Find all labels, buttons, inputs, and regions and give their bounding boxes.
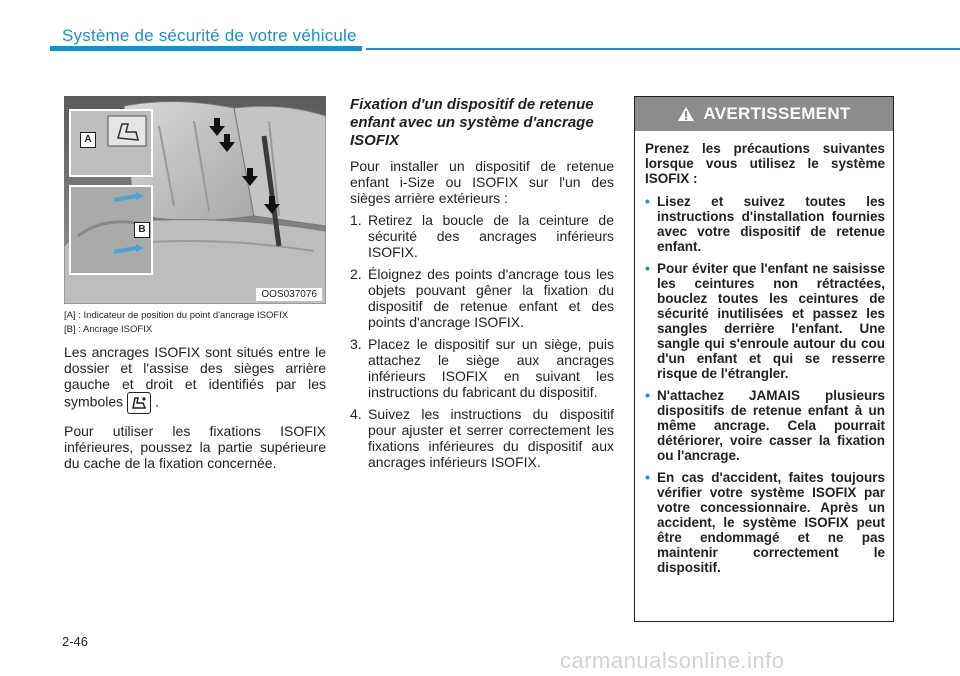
- list-item: • N'attachez JAMAIS plusieurs dispositifs de retenue enfant à un même ancrage. Cela pourrait détériorer, voire casser la fixation ou l'ancrage.: [645, 387, 885, 463]
- warning-list: [645, 194, 885, 575]
- warning-header: [635, 97, 893, 131]
- warning-title: AVERTISSEMENT: [703, 104, 851, 123]
- list-item: 2. Éloignez des points d'ancrage tous les objets pouvant gêner la fixation du dispositif de retenue enfant et des points d'ancrage ISOFIX.: [350, 266, 614, 330]
- middle-column: [350, 96, 614, 476]
- warning-body: [635, 131, 893, 575]
- figure-caption-a: [A] : Indicateur de position du point d'ancrage ISOFIX: [64, 310, 289, 321]
- figure-caption-b: [B] : Ancrage ISOFIX: [64, 324, 153, 335]
- warning-triangle-icon: [677, 106, 695, 122]
- warning-intro: Prenez les précautions suivantes lorsque vous utilisez le système ISOFIX :: [645, 141, 885, 186]
- list-item: 4. Suivez les instructions du dispositif pour ajuster et serrer correctement les fixations inférieures du dispositif aux ancrages inférieurs ISOFIX.: [350, 406, 614, 470]
- section-intro: Pour installer un dispositif de retenue enfant i-Size ou ISOFIX sur l'un des sièges arrière extérieurs :: [350, 158, 614, 206]
- warning-box: [634, 96, 894, 622]
- figure-label-a: A: [80, 132, 96, 148]
- left-column: [64, 344, 326, 480]
- header-rule: [366, 48, 960, 50]
- watermark: carmanualsonline.info: [560, 648, 785, 673]
- installation-steps: [350, 212, 614, 470]
- page-number: 2-46: [62, 634, 89, 649]
- list-item: 1. Retirez la boucle de la ceinture de sécurité des ancrages inférieurs ISOFIX.: [350, 212, 614, 260]
- list-item: • En cas d'accident, faites toujours vérifier votre système ISOFIX par votre concessionnaire. Après un accident, le système ISOFIX peut être endommagé et ne pas maintenir correctement le dispositif.: [645, 469, 885, 575]
- list-item: 3. Placez le dispositif sur un siège, puis attachez le siège aux ancrages inférieurs ISOFIX en suivant les instructions du fabricant du dispositif.: [350, 336, 614, 400]
- list-item: • Pour éviter que l'enfant ne saisisse les ceintures non rétractées, bouclez toutes les ceintures de sécurité inutilisées et passez les sangles derrière l'enfant. Une sangle qui s'enroule autour du cou d'un enfant et qui se resserre risque de l'étrangler.: [645, 260, 885, 381]
- isofix-location-paragraph: Les ancrages ISOFIX sont situés entre le dossier et l'assise des sièges arrière gauche et droit et identifiés par les symboles .: [64, 344, 326, 414]
- figure-code: OOS037076: [256, 288, 322, 301]
- header-accent-bar: [50, 46, 362, 51]
- list-item: • Lisez et suivez toutes les instructions d'installation fournies avec votre dispositif de retenue enfant.: [645, 193, 885, 254]
- isofix-child-seat-icon: [127, 392, 151, 414]
- isofix-seat-photo: [64, 96, 326, 304]
- section-heading: Fixation d'un dispositif de retenue enfant avec un système d'ancrage ISOFIX: [350, 96, 594, 149]
- isofix-usage-paragraph: Pour utiliser les fixations ISOFIX inférieures, poussez la partie supérieure du cache de la fixation concernée.: [64, 423, 326, 471]
- figure-label-b: B: [134, 222, 150, 238]
- section-title: Système de sécurité de votre véhicule: [62, 26, 357, 45]
